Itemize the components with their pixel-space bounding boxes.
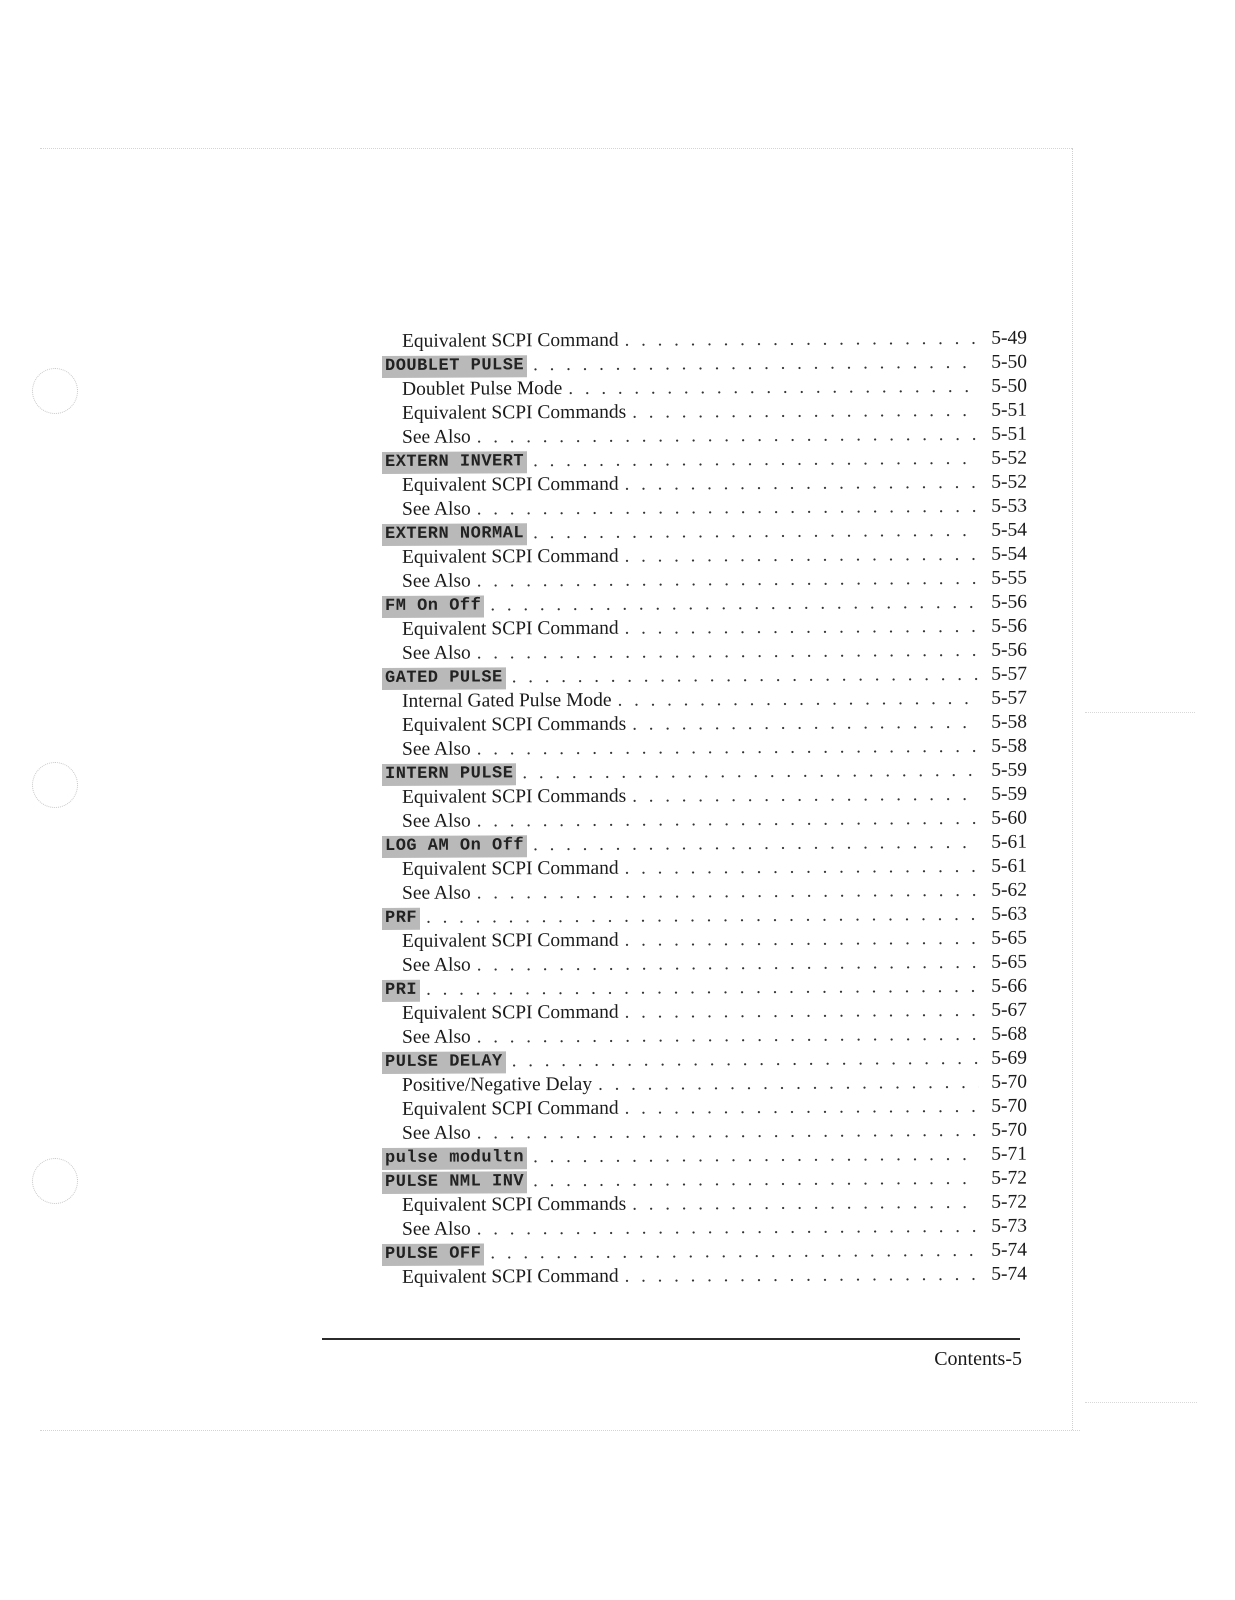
- toc-page-number: 5-58: [991, 711, 1027, 733]
- dot-leader: [625, 855, 979, 881]
- toc-command-label: [382, 832, 527, 858]
- toc-command-entry[interactable]: [382, 447, 1027, 474]
- toc-command-key: pulse modultn: [382, 1147, 527, 1170]
- toc-command-label: [382, 352, 527, 378]
- toc-command-key: PRI: [382, 980, 420, 1002]
- toc-command-key: EXTERN NORMAL: [382, 523, 527, 546]
- toc-page-number: 5-52: [991, 447, 1027, 469]
- dot-leader: [522, 759, 979, 785]
- toc-command-key: GATED PULSE: [382, 667, 506, 690]
- toc-command-key: PULSE DELAY: [382, 1051, 506, 1074]
- toc-command-entry[interactable]: [382, 1143, 1027, 1170]
- toc-page-number: 5-55: [991, 567, 1027, 589]
- toc-page-number: 5-54: [991, 543, 1027, 565]
- toc-command-entry[interactable]: [382, 759, 1027, 786]
- toc-page-number: 5-65: [991, 951, 1027, 973]
- toc-command-label: [382, 592, 484, 618]
- toc-command-label: [382, 760, 516, 786]
- toc-page-number: 5-54: [991, 519, 1027, 541]
- toc-subentry-label: Equivalent SCPI Commands: [402, 401, 627, 424]
- toc-subentry[interactable]: [382, 711, 1027, 738]
- toc-subentry[interactable]: [382, 423, 1027, 450]
- toc-page-number: 5-59: [991, 783, 1027, 805]
- toc-page-number: 5-72: [991, 1167, 1027, 1189]
- dot-leader: [512, 663, 979, 689]
- toc-subentry-label: Equivalent SCPI Commands: [402, 1193, 627, 1216]
- toc-page-number: 5-73: [991, 1215, 1027, 1237]
- toc-subentry[interactable]: [382, 879, 1027, 906]
- toc-command-entry[interactable]: [382, 1167, 1027, 1194]
- toc-subentry[interactable]: [382, 1191, 1027, 1218]
- dot-leader: [625, 927, 979, 953]
- toc-page-number: 5-49: [991, 327, 1027, 349]
- toc-page-number: 5-66: [991, 975, 1027, 997]
- toc-subentry-label: See Also: [402, 954, 471, 976]
- dot-leader: [568, 375, 979, 401]
- toc-page-number: 5-50: [991, 351, 1027, 373]
- toc-subentry[interactable]: [382, 471, 1027, 498]
- toc-page-number: 5-56: [991, 615, 1027, 637]
- toc-command-entry[interactable]: [382, 1239, 1027, 1266]
- dot-leader: [625, 615, 979, 641]
- toc-subentry[interactable]: [382, 1023, 1027, 1050]
- toc-subentry-label: Equivalent SCPI Command: [402, 329, 619, 352]
- dot-leader: [490, 591, 979, 618]
- toc-subentry-label: See Also: [402, 498, 471, 520]
- dot-leader: [625, 327, 979, 353]
- toc-subentry-label: See Also: [402, 882, 471, 904]
- toc-command-key: DOUBLET PULSE: [382, 355, 527, 378]
- toc-command-key: LOG AM On Off: [382, 835, 527, 858]
- toc-page-number: 5-53: [991, 495, 1027, 517]
- toc-command-entry[interactable]: [382, 975, 1027, 1002]
- toc-subentry[interactable]: [382, 327, 1027, 354]
- toc-command-entry[interactable]: [382, 351, 1027, 378]
- dot-leader: [533, 519, 979, 545]
- toc-subentry[interactable]: [382, 567, 1027, 594]
- toc-command-entry[interactable]: [382, 1047, 1027, 1074]
- toc-subentry-label: Positive/Negative Delay: [402, 1073, 593, 1096]
- toc-subentry-label: Equivalent SCPI Command: [402, 473, 619, 496]
- toc-page-number: 5-71: [991, 1143, 1027, 1165]
- toc-subentry[interactable]: [382, 1215, 1027, 1242]
- toc-command-label: [382, 905, 420, 930]
- toc-command-label: [382, 520, 527, 546]
- toc-subentry-label: Equivalent SCPI Commands: [402, 713, 627, 736]
- toc-page-number: 5-70: [991, 1071, 1027, 1093]
- dot-leader: [477, 951, 979, 978]
- toc-subentry-label: Equivalent SCPI Command: [402, 857, 619, 880]
- dot-leader: [512, 1047, 979, 1073]
- toc-subentry-label: See Also: [402, 1122, 471, 1144]
- dot-leader: [426, 903, 979, 930]
- dot-leader: [625, 1263, 979, 1289]
- toc-command-label: [382, 1240, 484, 1266]
- toc-subentry[interactable]: [382, 399, 1027, 426]
- toc-page-number: 5-61: [991, 831, 1027, 853]
- dot-leader: [426, 975, 979, 1002]
- toc-command-key: PRF: [382, 908, 420, 930]
- punch-hole: [32, 368, 78, 414]
- toc-command-entry[interactable]: [382, 903, 1027, 930]
- page-edge-top: [40, 148, 1072, 149]
- toc-subentry-label: Equivalent SCPI Command: [402, 1001, 619, 1024]
- toc-subentry-label: Equivalent SCPI Command: [402, 1097, 619, 1120]
- toc-page-number: 5-69: [991, 1047, 1027, 1069]
- toc-subentry[interactable]: [382, 999, 1027, 1026]
- footer-rule: [322, 1338, 1020, 1340]
- toc-command-entry[interactable]: [382, 591, 1027, 618]
- dot-leader: [598, 1071, 979, 1097]
- punch-hole: [32, 1158, 78, 1204]
- dot-leader: [533, 447, 979, 473]
- toc-subentry-label: Doublet Pulse Mode: [402, 378, 563, 400]
- page-edge-bottom: [40, 1430, 1080, 1431]
- toc-subentry[interactable]: [382, 375, 1027, 402]
- toc-command-entry[interactable]: [382, 663, 1027, 690]
- toc-subentry-label: See Also: [402, 810, 471, 832]
- toc-page-number: 5-56: [991, 639, 1027, 661]
- toc-page-number: 5-70: [991, 1095, 1027, 1117]
- toc-subentry-label: Equivalent SCPI Command: [402, 617, 619, 640]
- toc-command-label: [382, 448, 527, 474]
- toc-page-number: 5-51: [991, 399, 1027, 421]
- page-edge-stub: [1085, 1402, 1197, 1403]
- dot-leader: [625, 471, 979, 497]
- toc-page-number: 5-62: [991, 879, 1027, 901]
- dot-leader: [477, 639, 979, 666]
- dot-leader: [625, 1095, 979, 1121]
- page-edge-stub: [1085, 712, 1195, 713]
- toc-subentry[interactable]: [382, 807, 1027, 834]
- dot-leader: [477, 495, 979, 522]
- toc-subentry[interactable]: [382, 543, 1027, 570]
- page-footer-label: Contents-5: [934, 1348, 1022, 1370]
- toc-subentry-label: Equivalent SCPI Command: [402, 929, 619, 952]
- toc-subentry[interactable]: [382, 639, 1027, 666]
- dot-leader: [632, 399, 979, 425]
- toc-command-entry[interactable]: [382, 831, 1027, 858]
- toc-page-number: 5-70: [991, 1119, 1027, 1141]
- dot-leader: [625, 543, 979, 569]
- dot-leader: [477, 1119, 979, 1146]
- toc-page-number: 5-65: [991, 927, 1027, 949]
- dot-leader: [490, 1239, 979, 1266]
- toc-page-number: 5-52: [991, 471, 1027, 493]
- toc-command-key: PULSE NML INV: [382, 1171, 527, 1194]
- toc-subentry[interactable]: [382, 1071, 1027, 1098]
- toc-page-number: 5-74: [991, 1239, 1027, 1261]
- toc-page-number: 5-57: [991, 687, 1027, 709]
- page-edge-right: [1072, 148, 1073, 1430]
- dot-leader: [477, 423, 979, 450]
- toc-command-key: INTERN PULSE: [382, 763, 516, 786]
- table-of-contents: [382, 327, 1027, 1290]
- dot-leader: [477, 879, 979, 906]
- toc-subentry[interactable]: [382, 495, 1027, 522]
- dot-leader: [533, 351, 979, 377]
- toc-subentry[interactable]: [382, 783, 1027, 810]
- toc-command-label: [382, 1048, 506, 1074]
- punch-hole: [32, 762, 78, 808]
- dot-leader: [477, 735, 979, 762]
- toc-subentry-label: See Also: [402, 570, 471, 592]
- dot-leader: [477, 567, 979, 594]
- toc-command-key: EXTERN INVERT: [382, 451, 527, 474]
- toc-page-number: 5-74: [991, 1263, 1027, 1285]
- toc-subentry[interactable]: [382, 927, 1027, 954]
- dot-leader: [632, 1191, 979, 1217]
- toc-subentry-label: See Also: [402, 426, 471, 448]
- toc-subentry[interactable]: [382, 1119, 1027, 1146]
- toc-subentry-label: See Also: [402, 738, 471, 760]
- toc-page-number: 5-59: [991, 759, 1027, 781]
- toc-page-number: 5-57: [991, 663, 1027, 685]
- dot-leader: [533, 1143, 979, 1169]
- toc-subentry-label: See Also: [402, 1026, 471, 1048]
- dot-leader: [625, 999, 979, 1025]
- toc-page-number: 5-67: [991, 999, 1027, 1021]
- toc-subentry-label: Equivalent SCPI Commands: [402, 785, 627, 808]
- toc-page-number: 5-68: [991, 1023, 1027, 1045]
- toc-subentry[interactable]: [382, 951, 1027, 978]
- toc-subentry[interactable]: [382, 1263, 1027, 1290]
- dot-leader: [477, 1215, 979, 1242]
- dot-leader: [632, 711, 979, 737]
- toc-page-number: 5-56: [991, 591, 1027, 613]
- toc-command-label: [382, 664, 506, 690]
- dot-leader: [618, 687, 979, 713]
- toc-subentry-label: See Also: [402, 1218, 471, 1240]
- toc-subentry[interactable]: [382, 615, 1027, 642]
- toc-command-entry[interactable]: [382, 519, 1027, 546]
- dot-leader: [533, 1167, 979, 1193]
- toc-command-key: PULSE OFF: [382, 1243, 484, 1266]
- dot-leader: [533, 831, 979, 857]
- toc-command-label: [382, 977, 420, 1002]
- toc-subentry-label: Equivalent SCPI Command: [402, 545, 619, 568]
- dot-leader: [477, 807, 979, 834]
- toc-subentry[interactable]: [382, 687, 1027, 714]
- dot-leader: [477, 1023, 979, 1050]
- toc-page-number: 5-58: [991, 735, 1027, 757]
- toc-subentry-label: See Also: [402, 642, 471, 664]
- toc-subentry-label: Internal Gated Pulse Mode: [402, 689, 612, 712]
- toc-command-key: FM On Off: [382, 595, 484, 618]
- dot-leader: [632, 783, 979, 809]
- toc-page-number: 5-63: [991, 903, 1027, 925]
- toc-page-number: 5-60: [991, 807, 1027, 829]
- toc-page-number: 5-51: [991, 423, 1027, 445]
- toc-subentry[interactable]: [382, 1095, 1027, 1122]
- toc-subentry[interactable]: [382, 855, 1027, 882]
- toc-subentry[interactable]: [382, 735, 1027, 762]
- toc-command-label: [382, 1144, 527, 1170]
- toc-command-label: [382, 1168, 527, 1194]
- toc-page-number: 5-61: [991, 855, 1027, 877]
- toc-page-number: 5-50: [991, 375, 1027, 397]
- toc-page-number: 5-72: [991, 1191, 1027, 1213]
- toc-subentry-label: Equivalent SCPI Command: [402, 1265, 619, 1288]
